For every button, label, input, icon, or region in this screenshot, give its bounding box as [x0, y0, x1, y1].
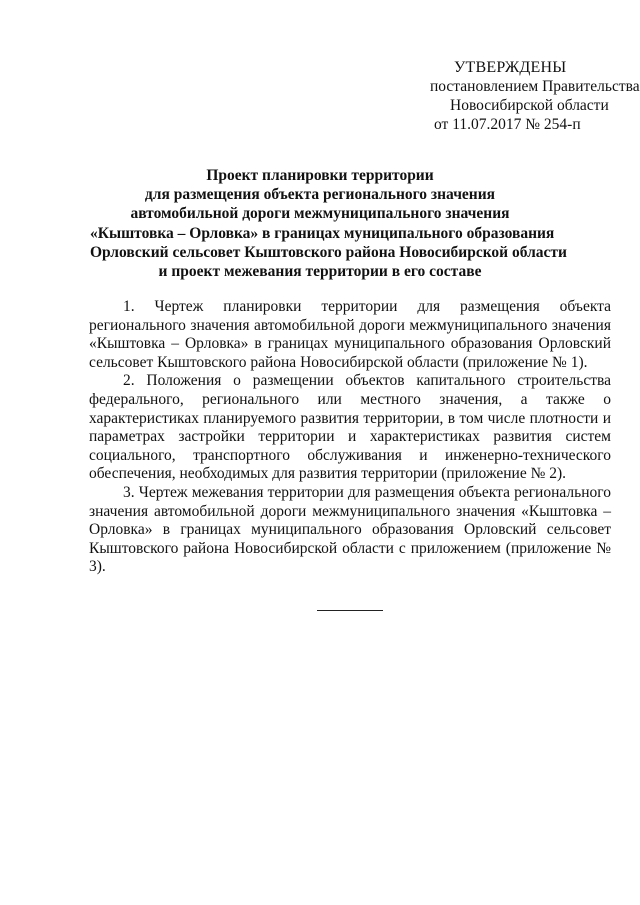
document-heading	[90, 166, 567, 281]
approval-title: УТВЕРЖДЕНЫ	[454, 59, 567, 76]
approval-line-date-number: от 11.07.2017 № 254-п	[434, 116, 581, 133]
list-item-1: 1. Чертеж планировки территории для размещения объекта регионального значения автомобильной дороги межмуниципального значения «Кыштовка – Орловка» в границах муниципального образования Орловский сельсовет Кыштовского района Новосибирской области (приложение № 1).	[89, 298, 611, 371]
heading-line: автомобильной дороги межмуниципального значения	[130, 205, 510, 223]
end-separator-line	[317, 610, 383, 611]
approval-stamp	[406, 58, 640, 134]
heading-line: Проект планировки территории	[206, 167, 434, 184]
heading-line: Орловский сельсовет Кыштовского района Новосибирской области	[90, 243, 567, 261]
heading-line: и проект межевания территории в его составе	[158, 263, 482, 281]
heading-line: «Кыштовка – Орловка» в границах муниципального образования	[90, 224, 555, 242]
approval-line-resolution: постановлением Правительства	[430, 78, 640, 95]
numbered-list	[89, 298, 611, 577]
list-item-3: 3. Чертеж межевания территории для размещения объекта регионального значения автомобильной дороги межмуниципального значения «Кыштовка – Орловка» в границах муниципального образования Орловский сельсовет Кыштовского района Новосибирской области с приложением (приложение № 3).	[89, 483, 611, 576]
heading-line: для размещения объекта регионального значения	[144, 186, 496, 204]
approval-line-region: Новосибирской области	[450, 97, 609, 114]
list-item-2: 2. Положения о размещении объектов капитального строительства федерального, регионального или местного значения, а также о характеристиках планируемого развития территории, в том числе плотности и параметрах застройки территории и характеристиках развития систем социального, транспортного обслуживания и инженерно-технического обеспечения, необходимых для развития территории (приложение № 2).	[89, 372, 611, 483]
